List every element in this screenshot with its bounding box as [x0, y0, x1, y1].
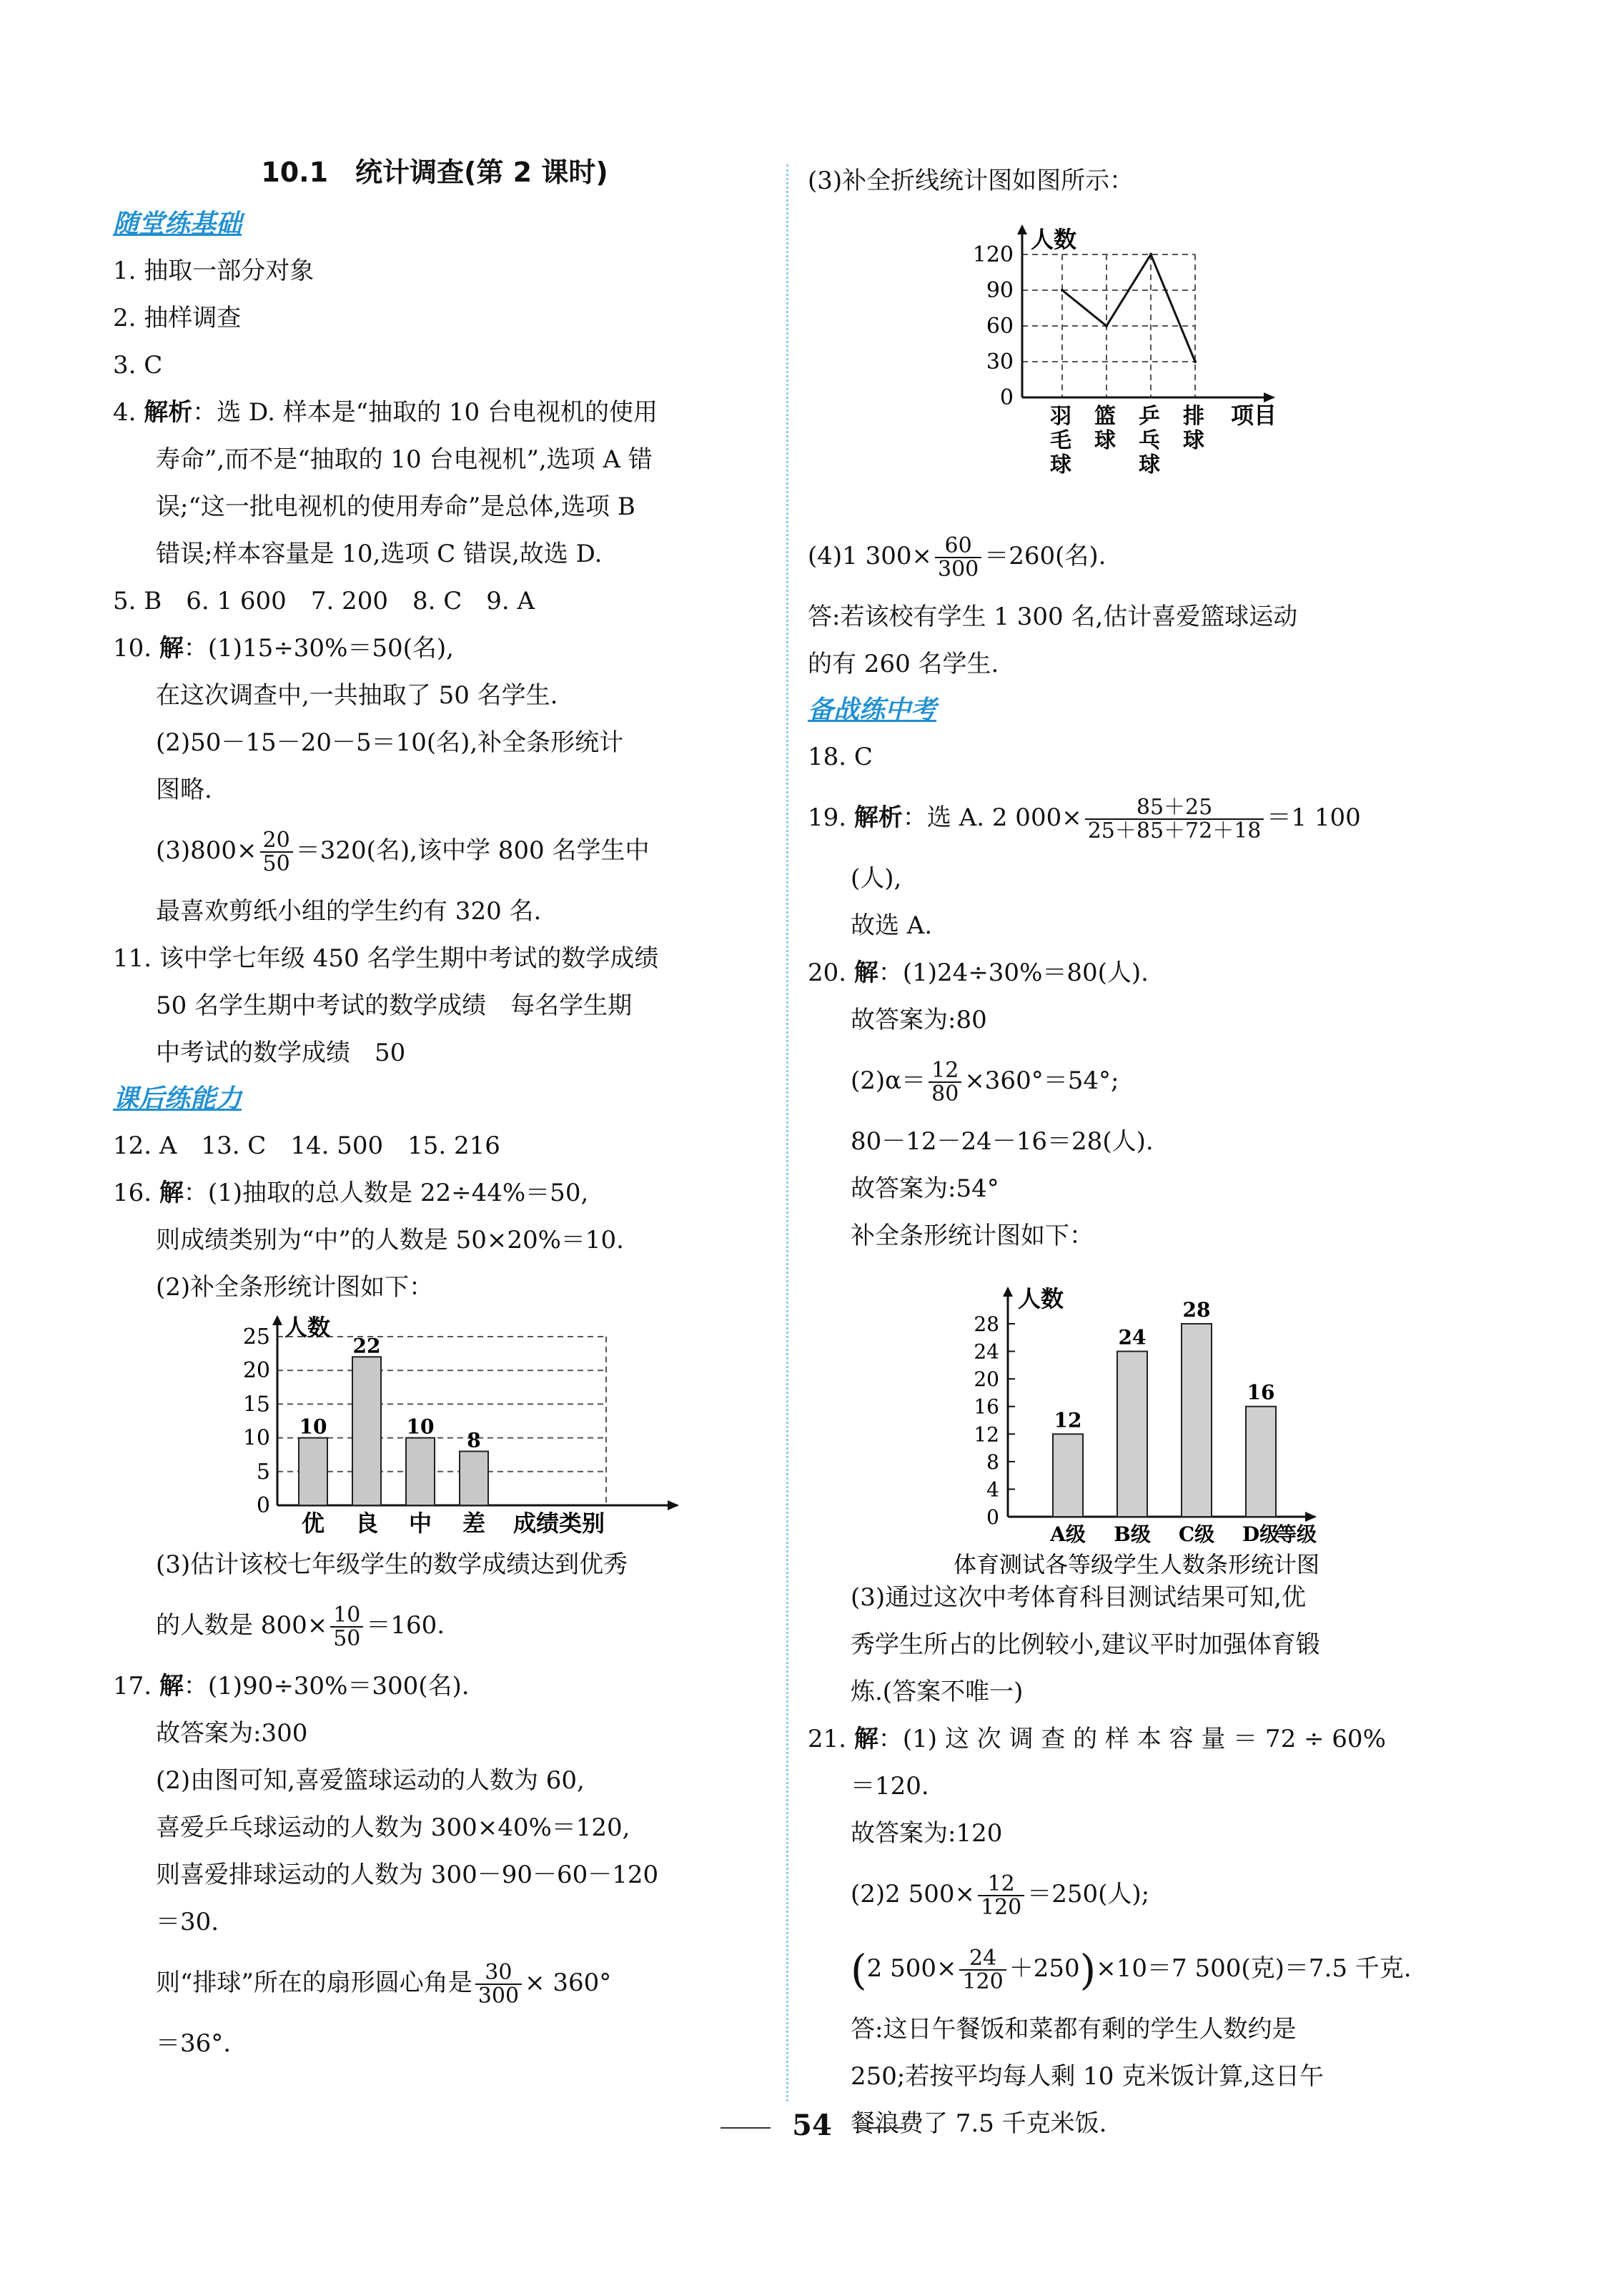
answer-17-line-7: [113, 1946, 756, 2020]
x-category-label: 球: [1094, 428, 1116, 453]
answer-16-line-2: 则成绩类别为“中”的人数是 50×20%＝10.: [156, 1226, 624, 1254]
formula-text: ＝320(名),该中学 800 名学生中: [295, 836, 650, 865]
numerator: 12: [978, 1873, 1024, 1897]
data-point: [1149, 253, 1152, 256]
x-category-label: D级: [1242, 1522, 1280, 1546]
answer-4-line-1: [113, 389, 756, 436]
numerator: 10: [330, 1604, 363, 1628]
answer-17-line-5: 则喜爱排球运动的人数为 300－90－60－120: [156, 1861, 659, 1889]
y-axis-arrow: [1017, 224, 1027, 234]
answer-17-part-4: [808, 519, 1465, 593]
x-category-label: 球: [1183, 428, 1204, 453]
bar-value-label: 16: [1247, 1380, 1275, 1405]
x-category-label: 球: [1050, 452, 1071, 477]
formula-text: ＝160.: [366, 1611, 445, 1640]
page-title: 10.1 统计调查(第 2 课时): [261, 157, 608, 188]
formula-text: ＋250: [1009, 1954, 1080, 1983]
answer-num: 10.: [113, 634, 159, 663]
y-tick-label: 24: [974, 1339, 999, 1364]
answer-18: 18. C: [808, 743, 873, 771]
page-number: 54: [792, 2109, 832, 2142]
y-axis-title: 人数: [1018, 1285, 1064, 1312]
fraction: [929, 1059, 961, 1106]
formula-text: ＝250(人);: [1027, 1880, 1150, 1908]
bar-value-label: 22: [352, 1334, 381, 1358]
x-category-label: A级: [1050, 1522, 1086, 1546]
bar-value-label: 10: [406, 1415, 435, 1439]
section-heading-exam: 备战练中考: [808, 695, 937, 725]
numerator: 60: [935, 535, 981, 559]
fraction: [978, 1873, 1024, 1919]
x-category-label: 乒: [1139, 404, 1160, 429]
answer-11-line-2: 50 名学生期中考试的数学成绩 每名学生期: [156, 991, 633, 1020]
chart-pe-levels-bar: [808, 1259, 1465, 1574]
footer-dash: [721, 2127, 771, 2129]
formula-text: (2)α＝: [851, 1066, 926, 1095]
y-tick-label: 25: [242, 1324, 270, 1350]
answer-19-line-3: 故选 A.: [851, 911, 933, 940]
x-axis-title: 成绩类别: [513, 1510, 605, 1537]
answer-11-line-1: 11. 该中学七年级 450 名学生期中考试的数学成绩: [113, 944, 659, 973]
y-tick-label: 15: [242, 1392, 270, 1417]
denominator: 300: [477, 1984, 520, 2009]
y-tick-label: 5: [256, 1459, 270, 1485]
paren-close: ): [1079, 1946, 1096, 1994]
line-chart-svg: [808, 204, 1465, 519]
answer-20-line-3: [808, 1044, 1465, 1118]
numerator: 30: [475, 1961, 522, 1986]
fraction: [330, 1604, 363, 1650]
bar-value-label: 28: [1182, 1298, 1211, 1322]
answer-10-line-2: 在这次调查中,一共抽取了 50 名学生.: [156, 681, 558, 710]
fraction: [1085, 796, 1264, 843]
answer-20-line-9: 炼.(答案不唯一): [851, 1678, 1024, 1706]
x-category-label: 差: [462, 1510, 486, 1537]
answer-19-line-1: [808, 781, 1465, 855]
answer-20-line-5: 故答案为:54°: [851, 1174, 999, 1203]
denominator: 120: [962, 1969, 1004, 1994]
y-tick-label: 12: [974, 1422, 999, 1447]
answers-12-15: 12. A 13. C 14. 500 15. 216: [113, 1131, 500, 1160]
x-category-label: 球: [1139, 452, 1160, 477]
y-tick-label: 20: [974, 1367, 999, 1392]
denominator: 50: [333, 1626, 361, 1651]
answer-10-line-1: [113, 625, 756, 672]
bar-chart-svg: [113, 1311, 756, 1541]
answer-16-line-5: [113, 1588, 756, 1663]
section-heading-basics: 随堂练基础: [113, 209, 242, 239]
y-tick-label: 30: [986, 350, 1014, 375]
y-tick-label: 4: [986, 1477, 999, 1502]
analysis-label: 解析: [144, 398, 193, 427]
numerator: 24: [959, 1947, 1006, 1971]
numerator: 20: [260, 829, 293, 853]
bar-value-label: 24: [1118, 1325, 1147, 1350]
answer-16-line-3: (2)补全条形统计图如下：: [156, 1273, 434, 1302]
answer-17-line-1: [113, 1663, 756, 1710]
y-axis-arrow: [272, 1315, 282, 1325]
bar-chart-svg: [808, 1259, 1465, 1574]
solution-label: 解: [853, 959, 878, 987]
data-point: [1105, 325, 1108, 327]
footer-dash: [853, 2127, 903, 2129]
answer-21-line-5: [808, 1931, 1465, 2006]
numerator: 85＋25: [1085, 796, 1264, 821]
y-tick-label: 0: [986, 1505, 999, 1529]
analysis-label: 解析: [853, 803, 903, 832]
formula-text: ×10＝7 500(克)＝7.5 千克.: [1096, 1954, 1412, 1983]
answer-10-line-3: (2)50－15－20－5＝10(名),补全条形统计: [156, 728, 624, 757]
y-tick-label: 0: [256, 1493, 270, 1518]
x-axis-title: 等级: [1277, 1522, 1317, 1546]
answer-1: 1. 抽取一部分对象: [113, 257, 315, 285]
y-tick-label: 0: [999, 385, 1014, 410]
x-category-label: 排: [1183, 404, 1204, 429]
chart-grades-bar: [113, 1311, 756, 1541]
solution-label: 解: [159, 1672, 184, 1700]
answer-17-line-6: ＝30.: [156, 1908, 219, 1936]
x-category-label: 乓: [1139, 428, 1160, 453]
data-line: [1062, 254, 1195, 362]
answer-20-line-1: [808, 949, 1465, 996]
answer-21-line-3: 故答案为:120: [851, 1819, 1003, 1848]
answer-4-line-3: 误;“这一批电视机的使用寿命”是总体,选项 B: [156, 492, 635, 521]
answer-17-conclusion-1: 答:若该校有学生 1 300 名,估计喜爱篮球运动: [808, 603, 1298, 631]
answer-10-line-5: [113, 813, 756, 888]
answer-10-line-6: 最喜欢剪纸小组的学生约有 320 名.: [156, 897, 542, 926]
bar-value-label: 12: [1054, 1408, 1082, 1432]
answer-16-line-4: (3)估计该校七年级学生的数学成绩达到优秀: [156, 1550, 628, 1579]
y-tick-label: 10: [242, 1425, 270, 1451]
y-axis-title: 人数: [284, 1314, 331, 1341]
x-category-label: C级: [1178, 1522, 1215, 1546]
answer-text: ：选 D. 样本是“抽取的 10 台电视机的使用: [192, 398, 658, 427]
denominator: 80: [931, 1081, 959, 1106]
y-tick-label: 20: [242, 1358, 270, 1384]
answer-21-line-6: 答:这日午餐饭和菜都有剩的学生人数约是: [851, 2015, 1297, 2044]
left-column: [113, 143, 756, 2067]
answer-16-line-1: [113, 1169, 756, 1217]
section-heading-ability: 课后练能力: [113, 1084, 242, 1114]
x-axis-arrow: [1264, 392, 1275, 402]
y-tick-label: 120: [972, 242, 1014, 267]
answer-17-line-4: 喜爱乒乓球运动的人数为 300×40%＝120,: [156, 1813, 630, 1842]
formula-text: ＝1 100: [1267, 803, 1361, 832]
denominator: 50: [262, 851, 290, 876]
page-footer: [0, 2109, 1624, 2142]
x-category-label: 中: [408, 1510, 432, 1537]
chart-title: 体育测试各等级学生人数条形统计图: [953, 1551, 1320, 1574]
x-category-label: 羽: [1050, 404, 1071, 429]
y-axis-title: 人数: [1031, 226, 1077, 253]
y-tick-label: 16: [974, 1395, 999, 1419]
numerator: 12: [929, 1059, 961, 1084]
y-tick-label: 90: [986, 278, 1014, 303]
answer-num: 16.: [113, 1179, 159, 1207]
answer-num: 17.: [113, 1672, 159, 1700]
denominator: 120: [980, 1895, 1022, 1920]
answer-17-part-3: (3)补全折线统计图如图所示：: [808, 167, 1134, 195]
bar: [406, 1438, 435, 1505]
solution-label: 解: [159, 1179, 184, 1207]
bar: [299, 1438, 327, 1505]
answer-num: 20.: [808, 959, 854, 987]
denominator: 25＋85＋72＋18: [1087, 818, 1262, 843]
answer-num: 19.: [808, 803, 854, 832]
answer-20-line-8: 秀学生所占的比例较小,建议平时加强体育锻: [851, 1630, 1320, 1659]
formula-text: × 360°: [525, 1968, 612, 1997]
answer-num: 4.: [113, 398, 144, 427]
answer-21-line-7: 250;若按平均每人剩 10 克米饭计算,这日午: [851, 2062, 1325, 2091]
data-point: [1061, 289, 1064, 292]
paren-open: (: [851, 1946, 867, 1994]
answer-17-line-8: ＝36°.: [156, 2029, 232, 2058]
answer-text: ：(1)24÷30%＝80(人).: [878, 959, 1149, 987]
chart-sports-line: [808, 204, 1465, 519]
y-tick-label: 28: [974, 1312, 999, 1336]
formula-text: (4)1 300×: [808, 542, 932, 570]
x-axis-arrow: [668, 1500, 679, 1510]
formula-text: ＝260(名).: [984, 542, 1106, 570]
bar: [460, 1451, 488, 1505]
y-tick-label: 8: [986, 1450, 999, 1474]
answer-10-line-4: 图略.: [156, 776, 212, 804]
answer-17-conclusion-2: 的有 260 名学生.: [808, 650, 999, 678]
fraction: [959, 1947, 1006, 1994]
bar-value-label: 10: [299, 1415, 327, 1439]
answer-4-line-4: 错误;样本容量是 10,选项 C 错误,故选 D.: [156, 540, 603, 568]
answer-19-line-2: (人),: [851, 864, 902, 893]
bar: [1053, 1434, 1083, 1517]
x-category-label: 良: [355, 1510, 379, 1537]
fraction: [935, 535, 981, 581]
answer-num: 21.: [808, 1725, 854, 1753]
fraction: [475, 1961, 522, 2008]
answer-text: ：(1) 这 次 调 查 的 样 本 容 量 ＝ 72 ÷ 60%: [878, 1725, 1386, 1753]
answer-4-line-2: 寿命”,而不是“抽取的 10 台电视机”,选项 A 错: [156, 445, 653, 474]
answer-text: ：(1)抽取的总人数是 22÷44%＝50,: [183, 1179, 589, 1207]
x-category-label: 优: [301, 1510, 325, 1537]
denominator: 300: [937, 557, 979, 582]
answer-17-line-3: (2)由图可知,喜爱篮球运动的人数为 60,: [156, 1766, 585, 1795]
x-category-label: 毛: [1050, 428, 1071, 453]
bar: [352, 1357, 381, 1505]
answer-17-line-2: 故答案为:300: [156, 1719, 308, 1748]
answer-21-line-4: [808, 1857, 1465, 1931]
answer-text: ：(1)90÷30%＝300(名).: [183, 1672, 470, 1700]
solution-label: 解: [159, 634, 184, 663]
y-tick-label: 60: [986, 314, 1014, 339]
answer-11-line-3: 中考试的数学成绩 50: [156, 1039, 406, 1067]
answers-5-9: 5. B 6. 1 600 7. 200 8. C 9. A: [113, 587, 535, 615]
right-column: [808, 157, 1465, 2147]
bar: [1246, 1407, 1276, 1517]
column-divider: [786, 164, 788, 2101]
formula-text: ：选 A. 2 000×: [902, 803, 1082, 832]
formula-text: (2)2 500×: [851, 1880, 975, 1908]
answer-20-line-6: 补全条形统计图如下：: [851, 1222, 1094, 1250]
answer-20-line-4: 80－12－24－16＝28(人).: [851, 1127, 1154, 1156]
answer-21-line-8: 餐浪费了 7.5 千克米饭.: [851, 2109, 1107, 2138]
answer-3: 3. C: [113, 351, 163, 380]
y-axis-arrow: [1003, 1287, 1013, 1297]
x-axis-arrow: [1305, 1512, 1317, 1522]
answer-21-line-2: ＝120.: [851, 1772, 929, 1801]
x-axis-title: 项目: [1231, 402, 1277, 429]
answer-text: ：(1)15÷30%＝50(名),: [183, 634, 454, 663]
formula-text: 2 500×: [866, 1954, 957, 1983]
formula-text: 的人数是 800×: [156, 1611, 328, 1640]
fraction: [260, 829, 293, 876]
bar: [1182, 1324, 1212, 1517]
data-point: [1194, 360, 1197, 363]
answer-21-line-1: [808, 1715, 1465, 1763]
solution-label: 解: [853, 1725, 878, 1753]
x-category-label: B级: [1114, 1522, 1151, 1546]
answer-2: 2. 抽样调查: [113, 304, 242, 332]
formula-text: ×360°＝54°;: [964, 1066, 1119, 1095]
bar-value-label: 8: [467, 1428, 481, 1452]
x-category-label: 篮: [1094, 404, 1116, 429]
bar: [1117, 1352, 1147, 1517]
formula-text: 则“排球”所在的扇形圆心角是: [156, 1968, 472, 1997]
formula-text: (3)800×: [156, 836, 257, 865]
answer-20-line-7: (3)通过这次中考体育科目测试结果可知,优: [851, 1583, 1306, 1612]
answer-20-line-2: 故答案为:80: [851, 1006, 987, 1034]
